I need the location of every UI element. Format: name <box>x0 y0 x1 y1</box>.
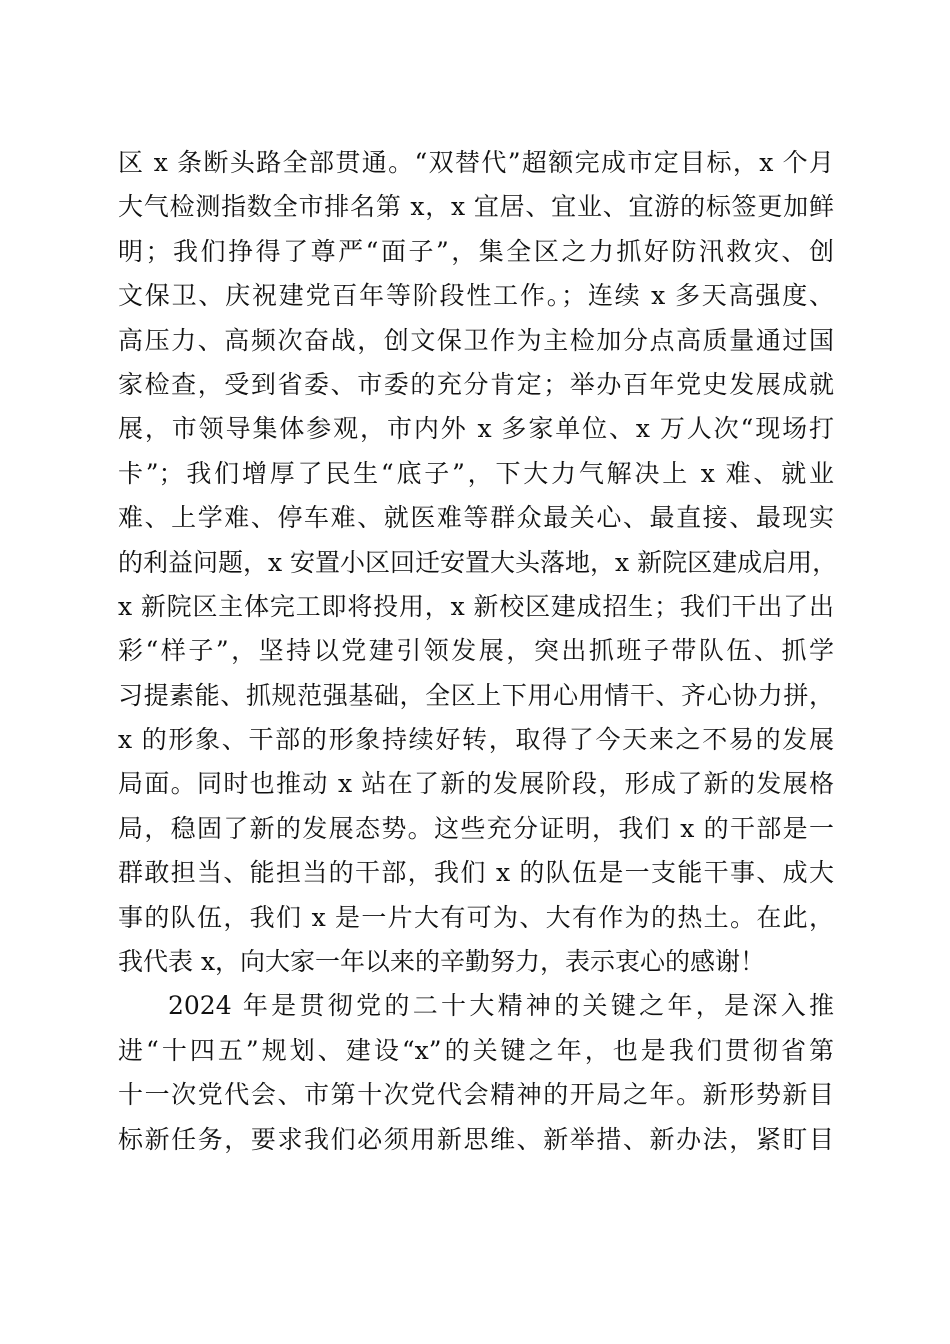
paragraph-line: 的利益问题，x 安置小区回迁安置大头落地，x 新院区建成启用， <box>118 547 838 577</box>
paragraph-line: 卡”；我们增厚了民生“底子”，下大力气解决上 x 难、就业 <box>118 458 834 488</box>
paragraph-line: 文保卫、庆祝建党百年等阶段性工作。；连续 x 多天高强度、 <box>118 281 834 311</box>
paragraph-line: 明；我们挣得了尊严“面子”，集全区之力抓好防汛救灾、创 <box>118 236 834 266</box>
paragraph-line: 进“十四五”规划、建设“x”的关键之年，也是我们贯彻省第 <box>118 1035 834 1065</box>
paragraph-line: 我代表 x，向大家一年以来的辛勤努力，表示衷心的感谢！ <box>118 947 766 977</box>
paragraph-line: 难、上学难、停车难、就医难等群众最关心、最直接、最现实 <box>118 503 834 533</box>
paragraph-line: 局，稳固了新的发展态势。这些充分证明，我们 x 的干部是一 <box>118 813 834 843</box>
paragraph-line: x 新院区主体完工即将投用，x 新校区建成招生；我们干出了出 <box>118 591 834 621</box>
paragraph-line: 大气检测指数全市排名第 x，x 宜居、宜业、宜游的标签更加鲜 <box>118 192 834 222</box>
paragraph-line: 事的队伍，我们 x 是一片大有可为、大有作为的热土。在此， <box>118 902 834 932</box>
paragraph-line: 习提素能、抓规范强基础，全区上下用心用情干、齐心协力拼， <box>118 680 834 710</box>
paragraph-line: x 的形象、干部的形象持续好转，取得了今天来之不易的发展 <box>118 725 834 755</box>
paragraph-line: 彩“样子”，坚持以党建引领发展，突出抓班子带队伍、抓学 <box>118 636 834 666</box>
body-text <box>118 141 838 1162</box>
paragraph-line: 展，市领导集体参观，市内外 x 多家单位、x 万人次“现场打 <box>118 414 834 444</box>
paragraph-line: 局面。同时也推动 x 站在了新的发展阶段，形成了新的发展格 <box>118 769 834 799</box>
paragraph-line: 标新任务，要求我们必须用新思维、新举措、新办法，紧盯目 <box>118 1124 834 1154</box>
paragraph-line: 区 x 条断头路全部贯通。“双替代”超额完成市定目标，x 个月 <box>118 148 834 177</box>
paragraph-line: 十一次党代会、市第十次党代会精神的开局之年。新形势新目 <box>118 1080 834 1110</box>
paragraph-1 <box>118 141 838 984</box>
paragraph-2 <box>118 984 834 1162</box>
paragraph-line: 高压力、高频次奋战，创文保卫作为主检加分点高质量通过国 <box>118 325 834 355</box>
paragraph-line: 家检查，受到省委、市委的充分肯定；举办百年党史发展成就 <box>118 369 834 399</box>
paragraph-line: 2024 年是贯彻党的二十大精神的关键之年，是深入推 <box>168 991 834 1021</box>
paragraph-line: 群敢担当、能担当的干部，我们 x 的队伍是一支能干事、成大 <box>118 858 834 888</box>
